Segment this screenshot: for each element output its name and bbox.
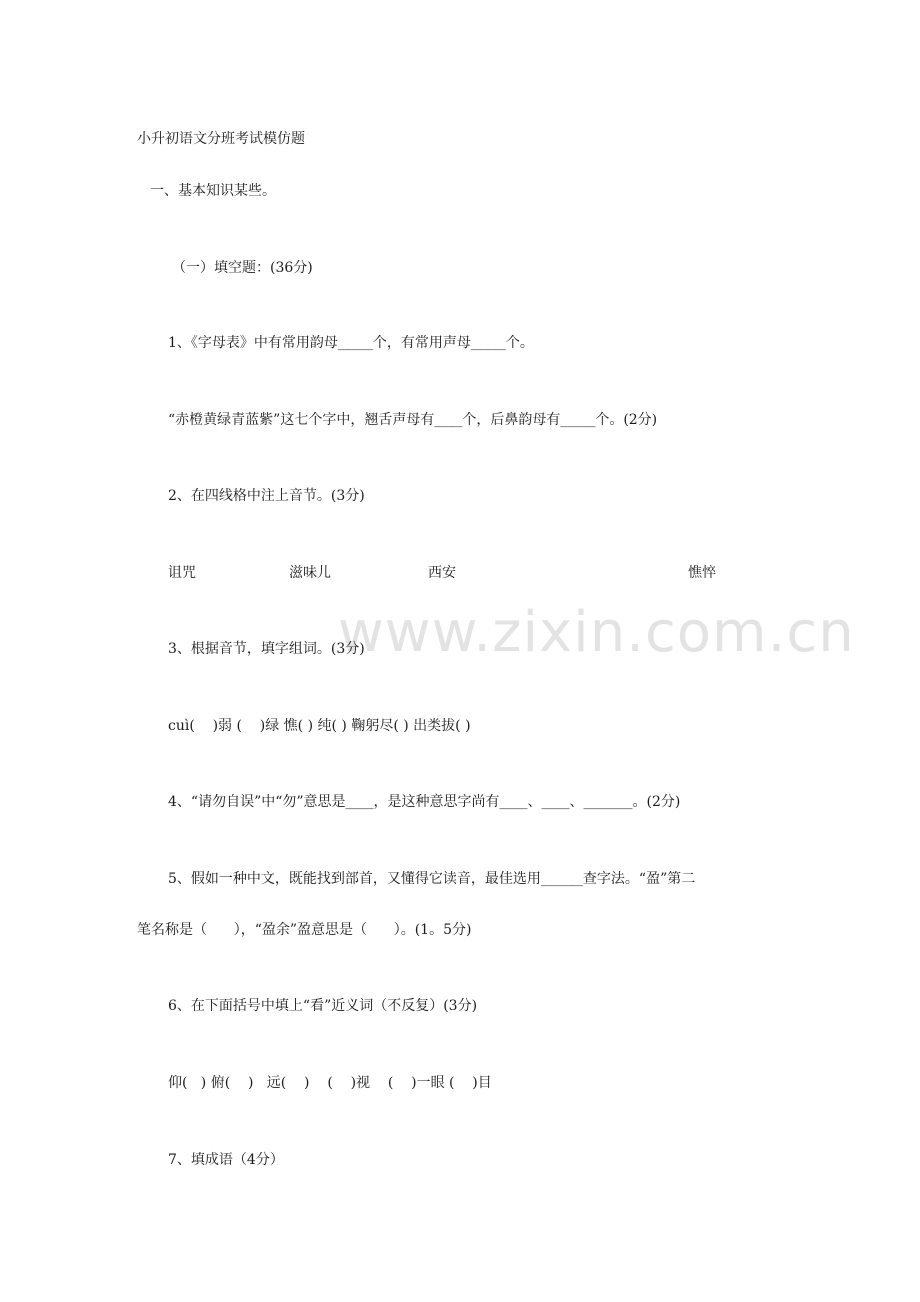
- question-2: 2、在四线格中注上音节。(3分): [168, 488, 365, 504]
- question-5-line-1: 5、假如一种中文，既能找到部首，又懂得它读音，最佳选用______查字法。“盈”第二: [168, 871, 696, 887]
- question-6: 6、在下面括号中填上“看”近义词（不反复）(3分): [168, 998, 478, 1014]
- q2-word-4: 憔悴: [688, 565, 716, 581]
- question-3: 3、根据音节，填字组词。(3分): [168, 641, 365, 657]
- question-1-line-2: “赤橙黄绿青蓝紫”这七个字中，翘舌声母有____个，后鼻韵母有_____个。(2分): [168, 412, 658, 428]
- question-6-items: 仰( ) 俯( ) 远( ) ( )视 ( )一眼 ( )目: [168, 1075, 492, 1091]
- document-title: 小升初语文分班考试模仿题: [137, 131, 305, 147]
- subsection-heading: （一）填空题：(36分): [172, 260, 313, 276]
- q2-word-2: 滋味儿: [289, 565, 331, 581]
- question-4: 4、“请勿自误”中“勿”意思是____，是这种意思字尚有____、____、_______。(2分): [168, 794, 681, 810]
- watermark: www.zixin.com.cn: [338, 600, 855, 665]
- section-heading: 一、基本知识某些。: [150, 183, 276, 199]
- q2-word-3: 西安: [428, 565, 456, 581]
- question-3-items: cuì( )弱 ( )绿 憔( ) 纯( ) 鞠躬尽( ) 出类拔( ): [168, 718, 471, 734]
- question-5-line-2: 笔名称是（ ），“盈余”盈意思是（ ）。(1。5分): [137, 922, 472, 938]
- question-7: 7、填成语（4分）: [168, 1152, 284, 1168]
- q2-word-1: 诅咒: [168, 565, 196, 581]
- question-1-line-1: 1、《字母表》中有常用韵母_____个，有常用声母_____个。: [168, 335, 534, 351]
